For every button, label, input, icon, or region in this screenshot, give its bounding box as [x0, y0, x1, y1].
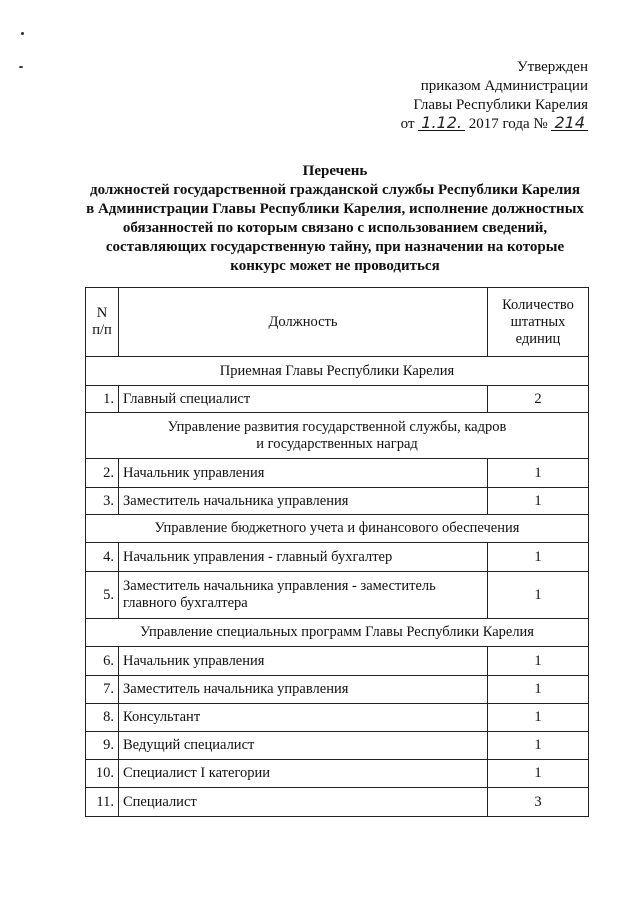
row-position: Заместитель начальника управления — [119, 676, 488, 704]
row-position-line-2: главного бухгалтера — [123, 595, 248, 611]
header-number-line-2: п/п — [92, 322, 112, 338]
header-quantity-line-1: Количество — [502, 296, 574, 313]
table-row — [86, 704, 589, 732]
row-number: 9. — [86, 732, 119, 760]
row-quantity: 1 — [488, 572, 589, 619]
approval-line-1: Утвержден — [516, 59, 588, 75]
row-quantity: 1 — [488, 543, 589, 572]
row-number: 10. — [86, 760, 119, 788]
table-row — [86, 488, 589, 515]
section-row — [86, 619, 589, 647]
row-quantity: 2 — [488, 386, 589, 413]
row-quantity: 1 — [488, 647, 589, 676]
title-line-3: в Администрации Главы Республики Карелия, исполнение должностных — [86, 201, 584, 217]
header-quantity-line-2: штатных — [510, 313, 566, 330]
table-header-row — [86, 288, 589, 357]
title-line-4: обязанностей по которым связано с использованием сведений, — [122, 220, 548, 236]
approval-stamp-block — [401, 58, 588, 134]
section-title-line-1: Управление бюджетного учета и финансового обеспечения — [154, 520, 520, 536]
row-position: Главный специалист — [119, 386, 488, 413]
row-number: 4. — [86, 543, 119, 572]
row-number: 8. — [86, 704, 119, 732]
row-quantity: 1 — [488, 459, 589, 488]
section-title — [86, 515, 589, 543]
handwritten-date: 1.12. — [418, 115, 465, 131]
row-position: Консультант — [119, 704, 488, 732]
title-line-1: Перечень — [302, 163, 368, 179]
scan-speck — [21, 32, 24, 35]
section-title-line-2: и государственных наград — [256, 435, 418, 452]
section-title — [86, 357, 589, 386]
row-quantity: 1 — [488, 732, 589, 760]
row-number: 3. — [86, 488, 119, 515]
section-title — [86, 619, 589, 647]
header-number-line-1: N — [96, 305, 108, 321]
approval-line-2: приказом Администрации — [420, 78, 588, 94]
row-number: 1. — [86, 386, 119, 413]
table-row — [86, 543, 589, 572]
row-position: Начальник управления — [119, 647, 488, 676]
table-row — [86, 676, 589, 704]
approval-date-prefix: от — [400, 116, 415, 132]
header-quantity — [488, 288, 589, 357]
row-quantity: 1 — [488, 676, 589, 704]
header-quantity-line-3: единиц — [515, 330, 561, 347]
row-quantity: 1 — [488, 488, 589, 515]
table-row — [86, 386, 589, 413]
table-row — [86, 788, 589, 817]
approval-date-line — [401, 115, 588, 134]
section-title — [86, 413, 589, 459]
row-position: Начальник управления - главный бухгалтер — [119, 543, 488, 572]
scan-speck — [19, 66, 23, 68]
document-title — [70, 162, 600, 276]
title-line-2: должностей государственной гражданской службы Республики Карелия — [90, 182, 580, 198]
section-title-line-1: Приемная Главы Республики Карелия — [219, 362, 455, 379]
row-quantity: 1 — [488, 760, 589, 788]
section-row — [86, 357, 589, 386]
row-position: Заместитель начальника управления — [119, 488, 488, 515]
row-number: 11. — [86, 788, 119, 817]
row-quantity: 1 — [488, 704, 589, 732]
header-number — [86, 288, 119, 357]
section-row — [86, 515, 589, 543]
row-number: 6. — [86, 647, 119, 676]
table-row — [86, 459, 589, 488]
table-row — [86, 647, 589, 676]
row-number: 7. — [86, 676, 119, 704]
row-position: Специалист — [119, 788, 488, 817]
positions-table — [85, 287, 589, 817]
row-number: 2. — [86, 459, 119, 488]
row-number: 5. — [86, 572, 119, 619]
section-title-line-1: Управление развития государственной службы, кадров — [167, 418, 507, 435]
section-title-line-1: Управление специальных программ Главы Республики Карелия — [140, 624, 534, 640]
table-row — [86, 760, 589, 788]
title-line-5: составляющих государственную тайну, при назначении на которые — [105, 239, 565, 255]
row-position: Ведущий специалист — [119, 732, 488, 760]
title-line-6: конкурс может не проводиться — [230, 258, 440, 274]
row-position-line-1: Заместитель начальника управления - заместитель — [123, 578, 436, 594]
header-position: Должность — [119, 288, 488, 357]
row-position: Специалист I категории — [119, 760, 488, 788]
table-row — [86, 732, 589, 760]
row-position: Начальник управления — [119, 459, 488, 488]
approval-line-3: Главы Республики Карелия — [413, 97, 588, 113]
section-row — [86, 413, 589, 459]
row-quantity: 3 — [488, 788, 589, 817]
row-position — [119, 572, 488, 619]
approval-date-suffix: 2017 года № — [468, 116, 548, 132]
table-row — [86, 572, 589, 619]
handwritten-order-number: 214 — [551, 115, 588, 131]
